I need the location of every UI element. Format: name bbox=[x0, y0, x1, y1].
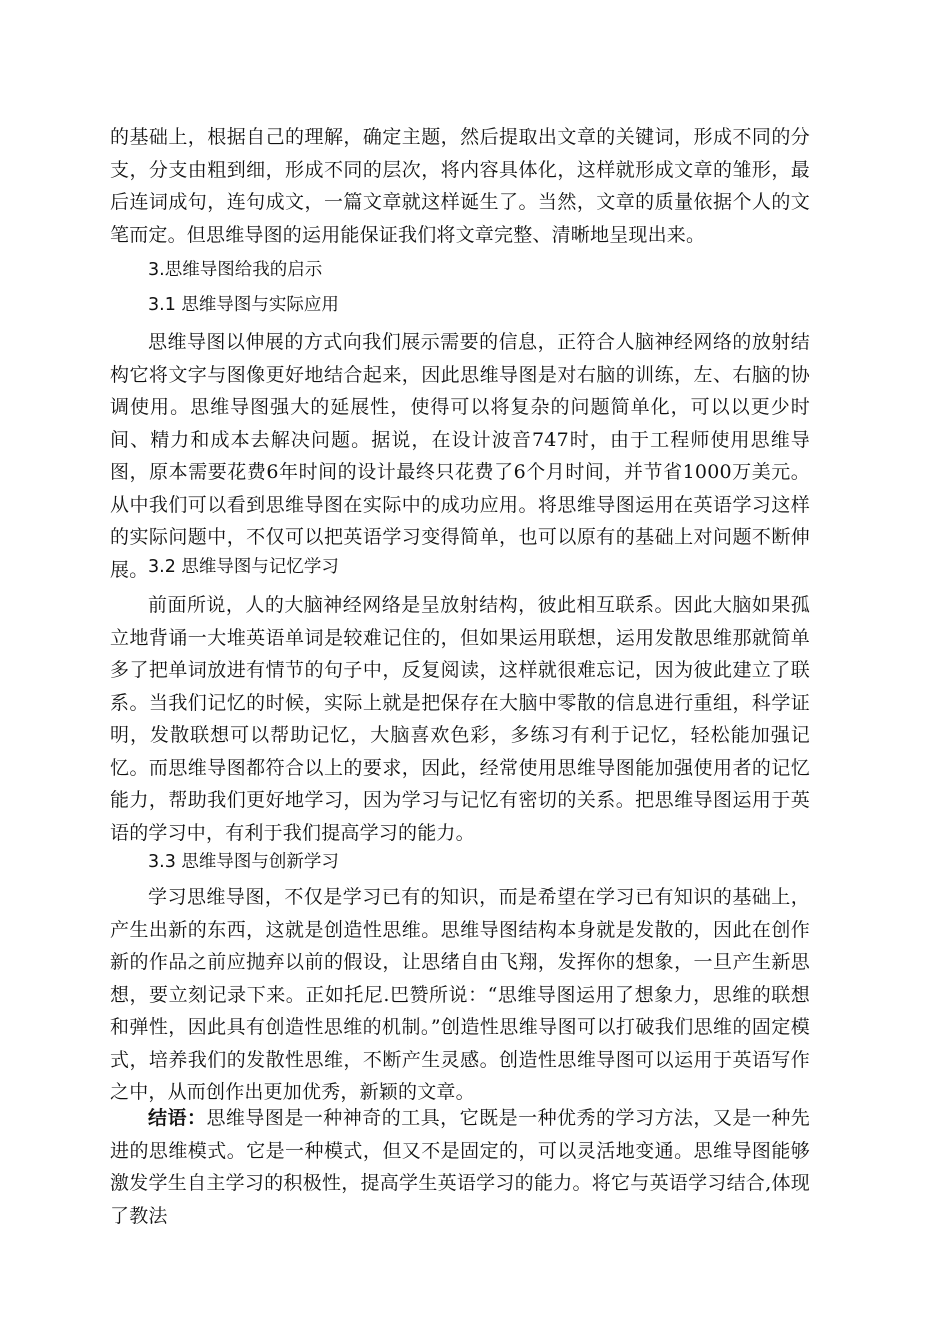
section-3-3-block bbox=[110, 846, 810, 879]
section-3-1-paragraph: 思维导图以伸展的方式向我们展示需要的信息，正符合人脑神经网络的放射结构它将文字与图像更好地结合起来，因此思维导图是对右脑的训练，左、右脑的协调使用。思维导图强大的延展性，使得可以将复杂的问题简单化，可以以更少时间、精力和成本去解决问题。据说，在设计波音747时，由于工程师使用思维导图，原本需要花费6年时间的设计最终只花费了6个月时间，并节省1000万美元。从中我们可以看到思维导图在实际中的成功应用。将思维导图运用在英语学习这样的实际问题中，不仅可以把英语学习变得简单，也可以原有的基础上对问题不断伸展。 bbox=[110, 331, 810, 581]
conclusion-text: 思维导图是一种神奇的工具，它既是一种优秀的学习方法，又是一种先进的思维模式。它是一种模式，但又不是固定的，可以灵活地变通。思维导图能够激发学生自主学习的积极性，提高学生英语学习的能力。将它与英语学习结合,体现了教法 bbox=[110, 1107, 810, 1227]
section-3-3-body-block bbox=[110, 881, 810, 1109]
section-3-3-heading: 3.3 思维导图与创新学习 bbox=[148, 852, 339, 872]
section-3-3-paragraph: 学习思维导图，不仅是学习已有的知识，而是希望在学习已有知识的基础上，产生出新的东西，这就是创造性思维。思维导图结构本身就是发散的，因此在创作新的作品之前应抛弃以前的假设，让思绪自由飞翔，发挥你的想象，一旦产生新思想，要立刻记录下来。正如托尼.巴赞所说：“思维导图运用了想象力，思维的联想和弹性，因此具有创造性思维的机制。”创造性思维导图可以打破我们思维的固定模式，培养我们的发散性思维，不断产生灵感。创造性思维导图可以运用于英语写作之中，从而创作出更加优秀，新颖的文章。 bbox=[110, 886, 810, 1103]
section-3-block bbox=[110, 254, 810, 287]
section-3-2-block bbox=[110, 551, 810, 584]
section-3-2-heading: 3.2 思维导图与记忆学习 bbox=[148, 557, 339, 577]
section-3-2-body-block bbox=[110, 589, 810, 849]
paragraph-intro: 的基础上，根据自己的理解，确定主题，然后提取出文章的关键词，形成不同的分支，分支由粗到细，形成不同的层次，将内容具体化，这样就形成文章的雏形，最后连词成句，连句成文，一篇文章就这样诞生了。当然，文章的质量依据个人的文笔而定。但思维导图的运用能保证我们将文章完整、清晰地呈现出来。 bbox=[110, 126, 810, 246]
section-3-heading: 3.思维导图给我的启示 bbox=[148, 260, 323, 280]
section-3-1-body-block bbox=[110, 326, 810, 586]
paragraph-intro-block bbox=[110, 121, 810, 251]
section-3-1-heading: 3.1 思维导图与实际应用 bbox=[148, 295, 339, 315]
conclusion-paragraph bbox=[110, 1102, 810, 1232]
conclusion-block bbox=[110, 1102, 810, 1232]
section-3-2-paragraph: 前面所说，人的大脑神经网络是呈放射结构，彼此相互联系。因此大脑如果孤立地背诵一大堆英语单词是较难记住的，但如果运用联想，运用发散思维那就简单多了把单词放进有情节的句子中，反复阅读，这样就很难忘记，因为彼此建立了联系。当我们记忆的时候，实际上就是把保存在大脑中零散的信息进行重组，科学证明，发散联想可以帮助记忆，大脑喜欢色彩，多练习有利于记忆，轻松能加强记忆。而思维导图都符合以上的要求，因此，经常使用思维导图能加强使用者的记忆能力，帮助我们更好地学习，因为学习与记忆有密切的关系。把思维导图运用于英语的学习中，有利于我们提高学习的能力。 bbox=[110, 594, 810, 844]
conclusion-label: 结语： bbox=[148, 1107, 207, 1129]
section-3-1-block bbox=[110, 289, 810, 322]
